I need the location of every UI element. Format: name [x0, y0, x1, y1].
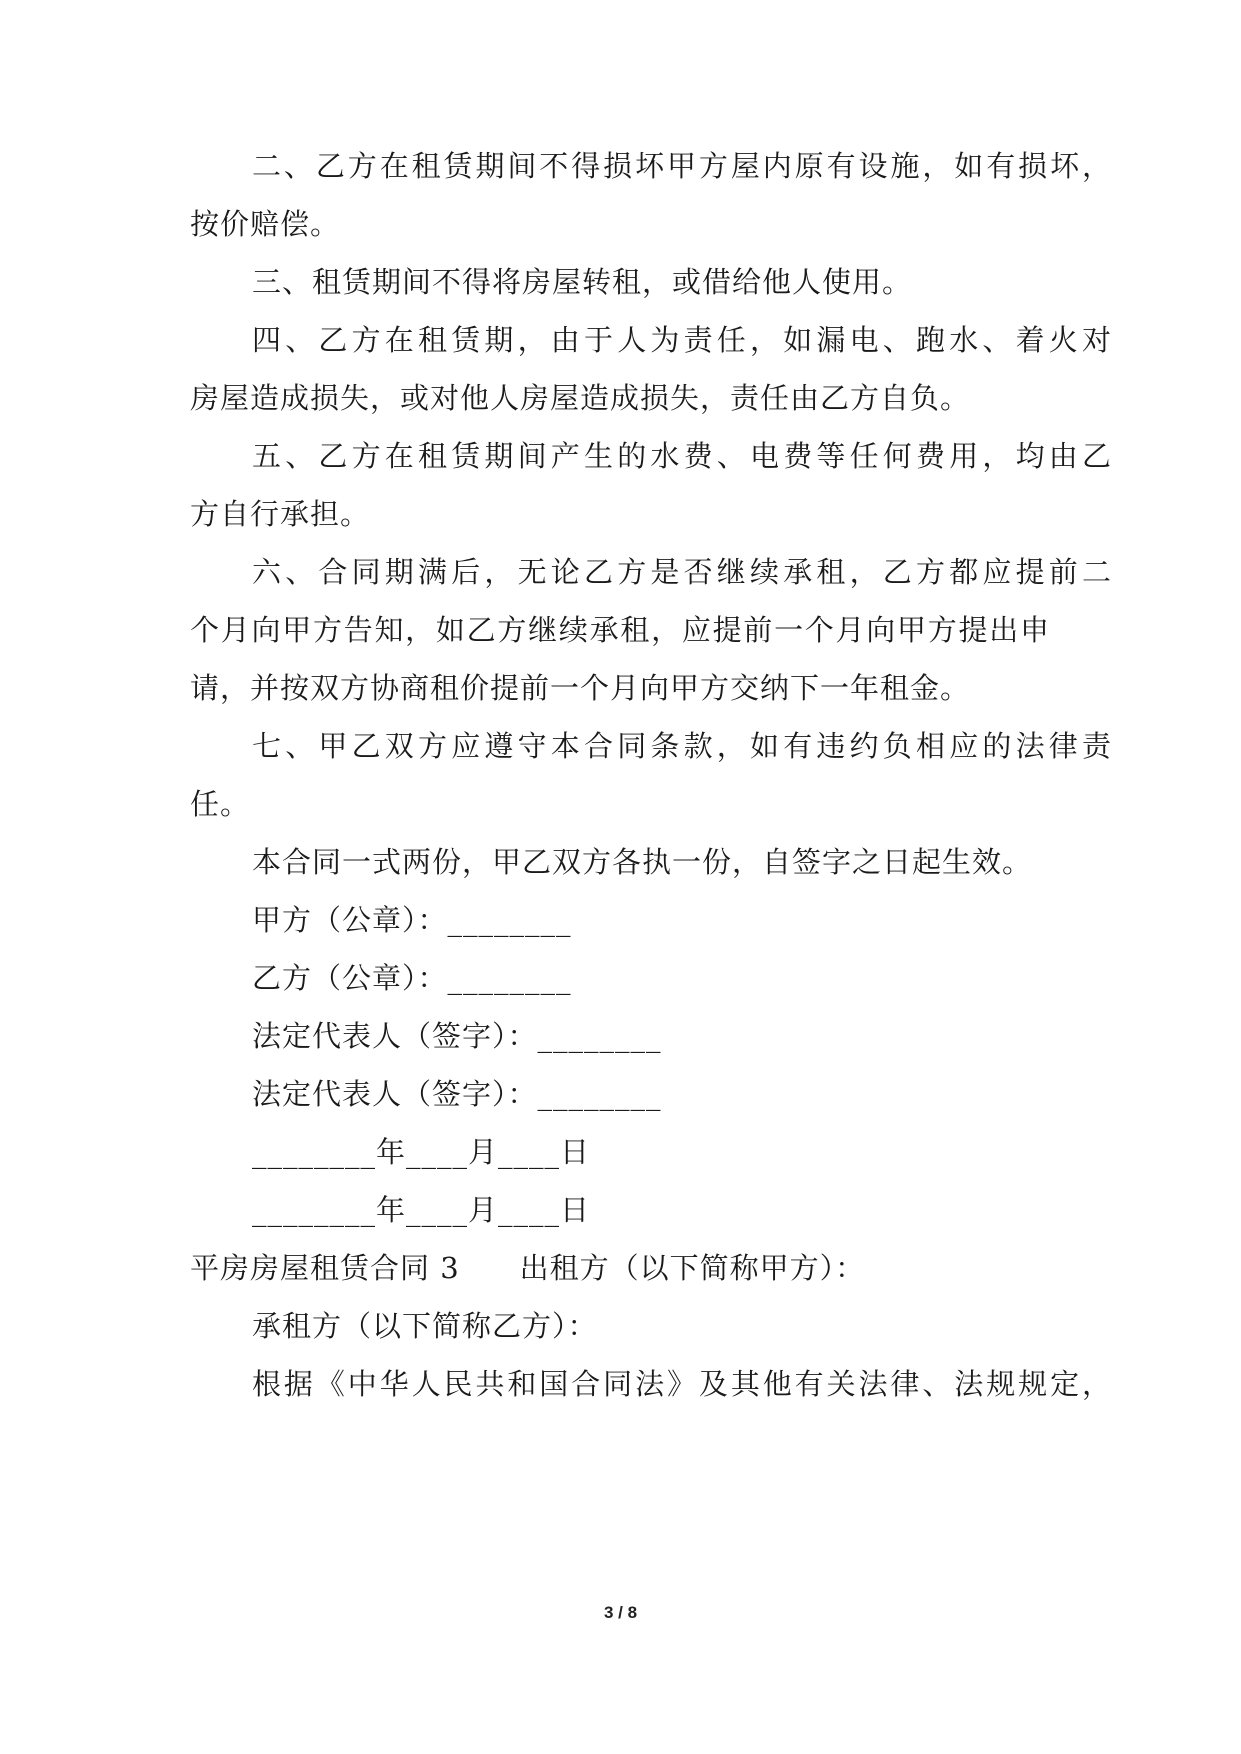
clause-5-line-2: 方自行承担。	[190, 497, 371, 531]
clause-2-line-1: 二、乙方在租赁期间不得损坏甲方屋内原有设施，如有损坏，	[252, 149, 1112, 183]
lessor-label: 出租方（以下简称甲方）：	[519, 1251, 866, 1285]
legal-rep-signature-field-2: 法定代表人（签字）：________	[252, 1077, 662, 1111]
clause-3-line-1: 三、租赁期间不得将房屋转租，或借给他人使用。	[252, 265, 913, 299]
clause-6-line-3: 请，并按双方协商租价提前一个月向甲方交纳下一年租金。	[190, 671, 971, 705]
clause-7-line-2: 任。	[190, 787, 251, 821]
clause-4-line-1: 四、乙方在租赁期，由于人为责任，如漏电、跑水、着火对	[252, 323, 1112, 357]
section-title: 平房房屋租赁合同 3	[190, 1251, 460, 1285]
page-number: 3 / 8	[603, 1603, 638, 1622]
clause-6-line-2: 个月向甲方告知，如乙方继续承租，应提前一个月向甲方提出申	[190, 613, 1050, 647]
section-heading-line	[190, 1248, 865, 1288]
legal-basis-line: 根据《中华人民共和国合同法》及其他有关法律、法规规定，	[252, 1367, 1112, 1401]
date-field-2: ________年____月____日	[252, 1193, 591, 1227]
party-a-seal-field: 甲方（公章）：________	[252, 903, 572, 937]
clause-5-line-1: 五、乙方在租赁期间产生的水费、电费等任何费用，均由乙	[252, 439, 1112, 473]
lessee-label: 承租方（以下简称乙方）：	[252, 1309, 598, 1343]
clause-7-line-1: 七、甲乙双方应遵守本合同条款，如有违约负相应的法律责	[252, 729, 1112, 763]
legal-rep-signature-field-1: 法定代表人（签字）：________	[252, 1019, 662, 1053]
clause-2-line-2: 按价赔偿。	[190, 207, 341, 241]
effectiveness-statement: 本合同一式两份，甲乙双方各执一份，自签字之日起生效。	[252, 845, 1033, 879]
clause-4-line-2: 房屋造成损失，或对他人房屋造成损失，责任由乙方自负。	[190, 381, 971, 415]
party-b-seal-field: 乙方（公章）：________	[252, 961, 572, 995]
date-field-1: ________年____月____日	[252, 1135, 591, 1169]
clause-6-line-1: 六、合同期满后，无论乙方是否继续承租，乙方都应提前二	[252, 555, 1112, 589]
